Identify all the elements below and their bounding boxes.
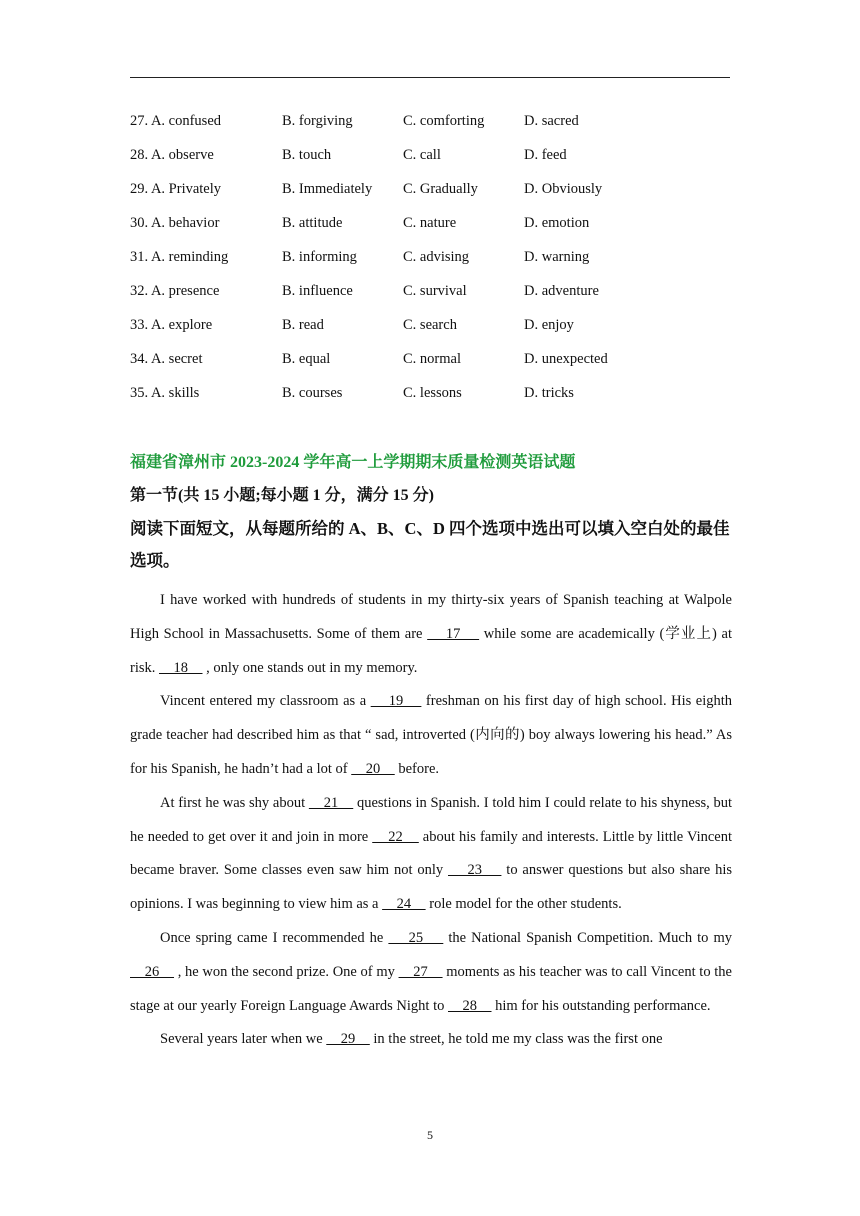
option-a: 34. A. secret [130,351,203,367]
option-b: B. read [282,317,324,333]
option-d: D. enjoy [524,317,574,333]
option-a: 28. A. observe [130,147,214,163]
paragraph [130,1023,732,1057]
blank-22: 22 [372,828,419,845]
paragraph [130,685,732,786]
answer-options-list [130,110,730,416]
passage-text: freshman on his first day of high school. His eighth grade teacher had described him as that “ sad, introverted (内向的) boy always lowering his head.” As for his Spanish, he hadn’t had a lot of [130,693,733,777]
option-row [130,280,730,314]
instructions: 阅读下面短文，从每题所给的 A、B、C、D 四个选项中选出可以填入空白处的最佳选项。 [130,519,730,570]
passage-text: , only one stands out in my memory. [202,659,418,676]
option-d: D. sacred [524,113,579,129]
option-d: D. emotion [524,215,590,231]
blank-26: 26 [130,963,175,980]
option-c: C. lessons [403,385,462,401]
option-b: B. attitude [282,215,343,231]
option-c: C. advising [403,249,470,265]
reading-passage [130,584,732,1057]
option-b: B. forgiving [282,113,353,129]
option-b: B. equal [282,351,331,367]
option-d: D. warning [524,249,590,265]
page-number: 5 [427,1128,433,1142]
blank-27: 27 [398,963,443,980]
passage-text: while some are academically (学业上) at risk. [130,625,733,676]
passage-text: to answer questions but also share his opinions. I was beginning to view him as a [130,862,732,913]
option-row [130,110,730,144]
option-b: B. Immediately [282,181,373,197]
option-a: 31. A. reminding [130,249,229,265]
exam-title: 福建省漳州市 2023-2024 学年高一上学期期末质量检测英语试题 [130,454,576,471]
option-row [130,382,730,416]
passage-text: about his family and interests. Little by little Vincent became braver. Some classes even saw him not only [130,828,733,879]
blank-23: 23 [448,862,502,879]
blank-24: 24 [382,896,426,913]
option-a: 33. A. explore [130,317,213,333]
option-c: C. survival [403,283,467,299]
passage-text: At first he was shy about [160,794,309,811]
blank-17: 17 [427,625,480,642]
option-row [130,348,730,382]
passage-text: Once spring came I recommended he [160,929,389,946]
passage-text: moments as his teacher was to call Vincent to the stage at our yearly Foreign Language Awards Night to [130,963,732,1014]
option-a: 30. A. behavior [130,215,220,231]
passage-text: Vincent entered my classroom as a [160,693,371,710]
paragraph [130,922,732,1023]
blank-25: 25 [388,929,444,946]
blank-28: 28 [448,997,492,1014]
option-row [130,212,730,246]
header-rule [130,77,730,78]
option-a: 27. A. confused [130,113,222,129]
option-c: C. normal [403,351,461,367]
option-b: B. touch [282,147,332,163]
option-row [130,144,730,178]
blank-20: 20 [351,760,395,777]
section-heading: 第一节(共 15 小题;每小题 1 分，满分 15 分) [130,487,434,504]
passage-text: , he won the second prize. One of my [174,963,399,980]
option-b: B. informing [282,249,357,265]
option-b: B. influence [282,283,353,299]
option-d: D. unexpected [524,351,608,367]
option-d: D. tricks [524,385,574,401]
option-row [130,246,730,280]
passage-text: questions in Spanish. I told him I could relate to his shyness, but he needed to get over it and join in more [130,794,733,845]
passage-text: I have worked with hundreds of students in my thirty-six years of Spanish teaching at Walpole High School in Massachusetts. Some of them are [130,592,732,642]
option-d: D. feed [524,147,567,163]
option-c: C. Gradually [403,181,478,197]
paragraph [130,787,732,922]
paragraph [130,584,732,685]
option-a: 29. A. Privately [130,181,222,197]
passage-text: the National Spanish Competition. Much to my [443,929,733,946]
passage-text: in the street, he told me my class was the first one [369,1031,663,1048]
passage-text: before. [394,760,440,777]
blank-18: 18 [159,659,203,676]
option-row [130,314,730,348]
passage-text: role model for the other students. [425,896,622,913]
option-c: C. search [403,317,457,333]
option-d: D. Obviously [524,181,603,197]
blank-29: 29 [326,1031,370,1048]
blank-19: 19 [370,693,422,710]
option-row [130,178,730,212]
option-c: C. comforting [403,113,485,129]
blank-21: 21 [308,794,354,811]
option-a: 35. A. skills [130,385,200,401]
option-d: D. adventure [524,283,599,299]
option-b: B. courses [282,385,343,401]
passage-text: him for his outstanding performance. [491,997,711,1014]
option-c: C. call [403,147,441,163]
passage-text: Several years later when we [160,1031,327,1048]
option-a: 32. A. presence [130,283,220,299]
option-c: C. nature [403,215,457,231]
